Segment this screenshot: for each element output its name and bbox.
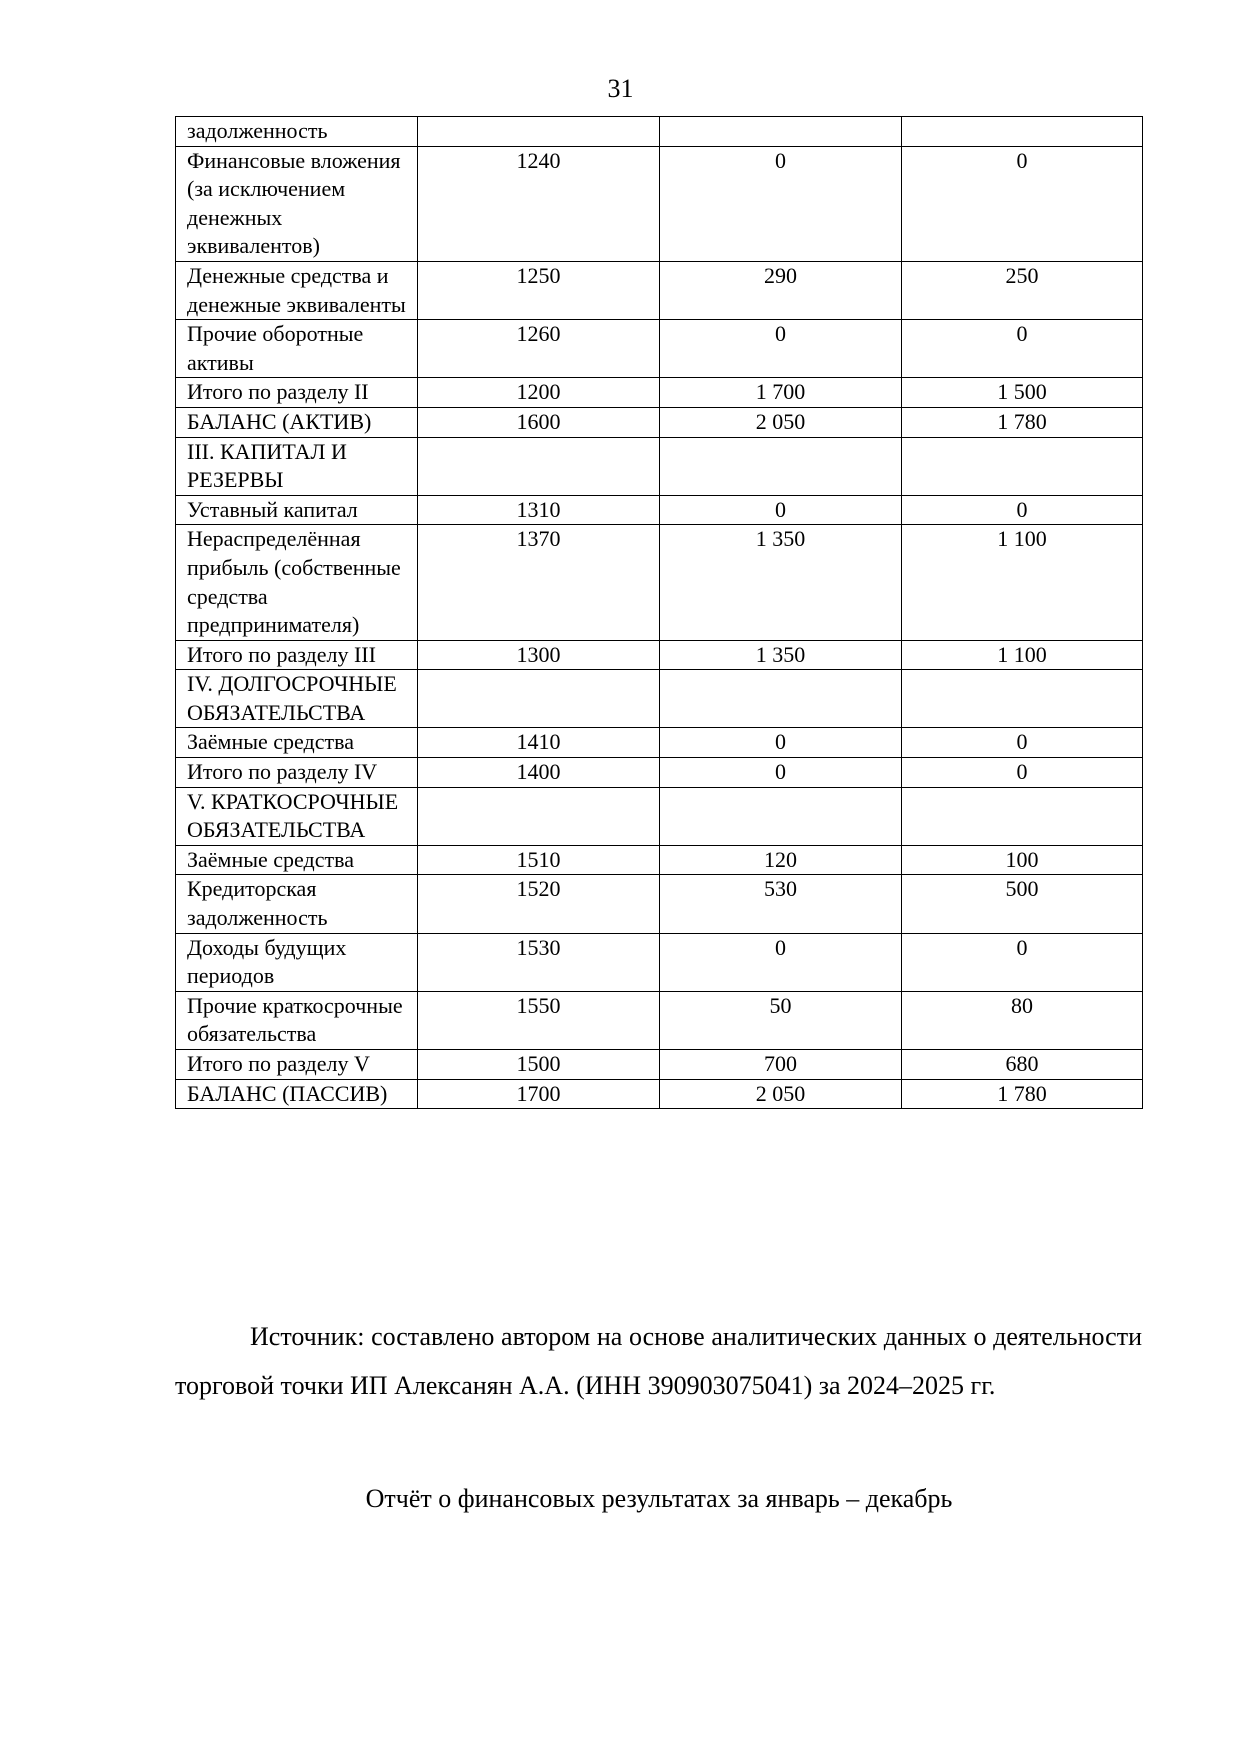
line-item-cell: БАЛАНС (ПАССИВ): [176, 1079, 418, 1109]
table-row: [176, 1050, 1143, 1080]
value-cell-1: 0: [660, 758, 902, 788]
table-row: [176, 495, 1143, 525]
value-cell-2: 0: [902, 320, 1143, 378]
line-code-cell: 1260: [418, 320, 660, 378]
value-cell-2: 680: [902, 1050, 1143, 1080]
line-item-cell: IV. ДОЛГОСРОЧНЫЕ ОБЯЗАТЕЛЬСТВА: [176, 670, 418, 728]
line-item-cell: Прочие краткосрочные обязательства: [176, 991, 418, 1049]
table-row: [176, 670, 1143, 728]
line-item-cell: Заёмные средства: [176, 728, 418, 758]
line-item-cell: Нераспределённая прибыль (собственные средства предпринимателя): [176, 525, 418, 640]
value-cell-2: [902, 670, 1143, 728]
value-cell-1: 120: [660, 845, 902, 875]
line-code-cell: [418, 787, 660, 845]
line-code-cell: 1240: [418, 146, 660, 261]
value-cell-1: [660, 117, 902, 147]
value-cell-1: [660, 670, 902, 728]
value-cell-2: 1 780: [902, 407, 1143, 437]
table-row: [176, 146, 1143, 261]
value-cell-2: 0: [902, 146, 1143, 261]
line-item-cell: III. КАПИТАЛ И РЕЗЕРВЫ: [176, 437, 418, 495]
balance-sheet-body: [176, 117, 1143, 1109]
table-row: [176, 758, 1143, 788]
table-row: [176, 875, 1143, 933]
line-code-cell: 1200: [418, 378, 660, 408]
line-item-cell: Итого по разделу III: [176, 640, 418, 670]
value-cell-1: 50: [660, 991, 902, 1049]
value-cell-2: 1 780: [902, 1079, 1143, 1109]
value-cell-1: 700: [660, 1050, 902, 1080]
value-cell-1: 0: [660, 320, 902, 378]
line-code-cell: 1400: [418, 758, 660, 788]
line-item-cell: задолженность: [176, 117, 418, 147]
value-cell-2: 0: [902, 758, 1143, 788]
line-code-cell: 1370: [418, 525, 660, 640]
value-cell-1: [660, 437, 902, 495]
line-item-cell: Уставный капитал: [176, 495, 418, 525]
line-code-cell: 1530: [418, 933, 660, 991]
value-cell-1: 0: [660, 728, 902, 758]
value-cell-2: 100: [902, 845, 1143, 875]
value-cell-2: [902, 437, 1143, 495]
table-row: [176, 261, 1143, 319]
table-row: [176, 117, 1143, 147]
value-cell-1: 1 700: [660, 378, 902, 408]
table-row: [176, 728, 1143, 758]
value-cell-2: 500: [902, 875, 1143, 933]
line-code-cell: [418, 437, 660, 495]
value-cell-2: 80: [902, 991, 1143, 1049]
table-row: [176, 407, 1143, 437]
table-row: [176, 933, 1143, 991]
value-cell-1: 290: [660, 261, 902, 319]
line-code-cell: 1700: [418, 1079, 660, 1109]
value-cell-1: 0: [660, 495, 902, 525]
line-item-cell: Доходы будущих периодов: [176, 933, 418, 991]
value-cell-2: 0: [902, 495, 1143, 525]
value-cell-2: 1 100: [902, 640, 1143, 670]
line-code-cell: 1550: [418, 991, 660, 1049]
table-row: [176, 378, 1143, 408]
line-code-cell: 1500: [418, 1050, 660, 1080]
line-item-cell: Финансовые вложения (за исключением денежных эквивалентов): [176, 146, 418, 261]
line-item-cell: Денежные средства и денежные эквиваленты: [176, 261, 418, 319]
line-item-cell: БАЛАНС (АКТИВ): [176, 407, 418, 437]
value-cell-2: [902, 787, 1143, 845]
line-code-cell: 1250: [418, 261, 660, 319]
value-cell-2: 250: [902, 261, 1143, 319]
line-code-cell: 1300: [418, 640, 660, 670]
line-code-cell: 1510: [418, 845, 660, 875]
value-cell-1: 1 350: [660, 640, 902, 670]
line-code-cell: [418, 117, 660, 147]
line-item-cell: Прочие оборотные активы: [176, 320, 418, 378]
line-item-cell: Итого по разделу II: [176, 378, 418, 408]
table-row: [176, 525, 1143, 640]
value-cell-1: 530: [660, 875, 902, 933]
value-cell-2: [902, 117, 1143, 147]
line-item-cell: Итого по разделу V: [176, 1050, 418, 1080]
table-row: [176, 845, 1143, 875]
table-row: [176, 640, 1143, 670]
value-cell-2: 0: [902, 728, 1143, 758]
line-code-cell: 1520: [418, 875, 660, 933]
balance-sheet-table: [175, 116, 1143, 1109]
source-note: Источник: составлено автором на основе аналитических данных о деятельности торговой точки ИП Алексанян А.А. (ИНН 390903075041) за 2024–2025 гг.: [175, 1322, 1142, 1400]
table-row: [176, 787, 1143, 845]
value-cell-1: 0: [660, 933, 902, 991]
table-row: [176, 1079, 1143, 1109]
value-cell-1: [660, 787, 902, 845]
line-code-cell: 1410: [418, 728, 660, 758]
page-number: 31: [607, 74, 634, 103]
value-cell-1: 1 350: [660, 525, 902, 640]
financial-results-heading: Отчёт о финансовых результатах за январь – декабрь: [365, 1484, 953, 1513]
line-item-cell: Заёмные средства: [176, 845, 418, 875]
value-cell-1: 2 050: [660, 407, 902, 437]
table-row: [176, 437, 1143, 495]
value-cell-1: 0: [660, 146, 902, 261]
line-item-cell: Итого по разделу IV: [176, 758, 418, 788]
value-cell-2: 1 100: [902, 525, 1143, 640]
value-cell-2: 0: [902, 933, 1143, 991]
value-cell-2: 1 500: [902, 378, 1143, 408]
value-cell-1: 2 050: [660, 1079, 902, 1109]
table-row: [176, 991, 1143, 1049]
line-code-cell: 1310: [418, 495, 660, 525]
table-row: [176, 320, 1143, 378]
line-code-cell: 1600: [418, 407, 660, 437]
line-item-cell: V. КРАТКОСРОЧНЫЕ ОБЯЗАТЕЛЬСТВА: [176, 787, 418, 845]
line-code-cell: [418, 670, 660, 728]
line-item-cell: Кредиторская задолженность: [176, 875, 418, 933]
